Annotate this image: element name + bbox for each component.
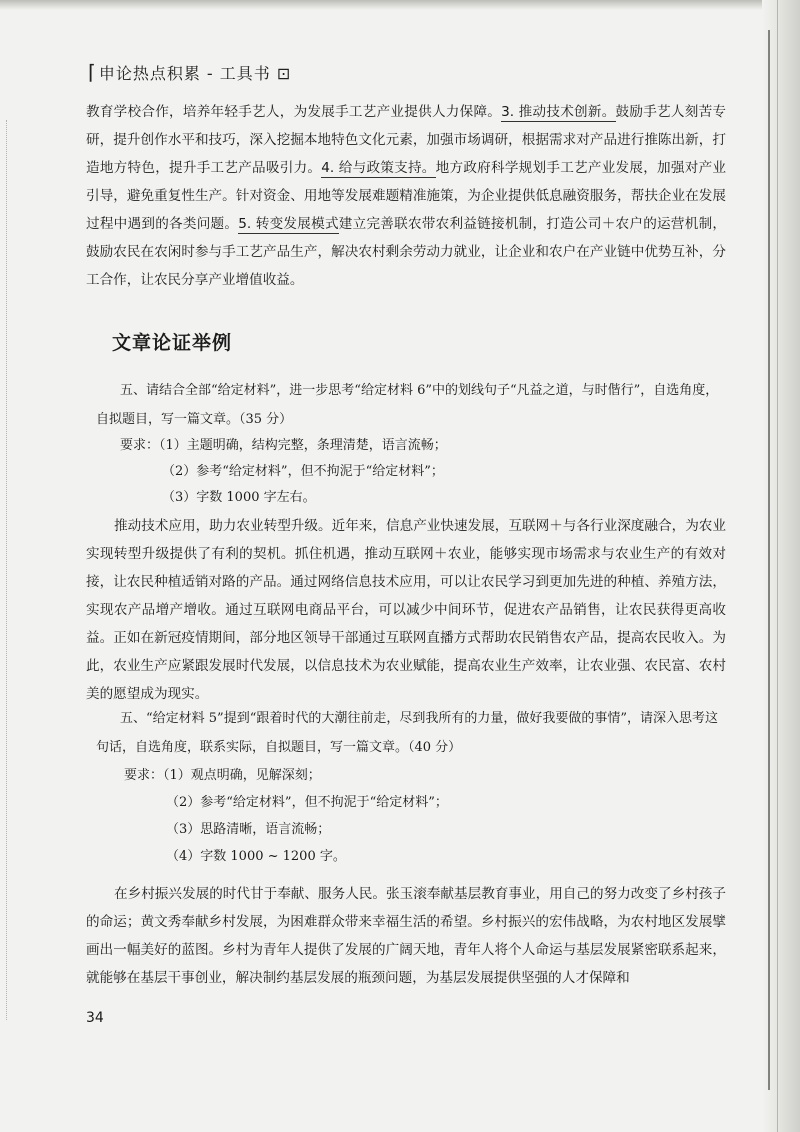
header-bracket-icon: ⌈ — [88, 60, 97, 84]
question-1-req-label: 要求： — [120, 438, 160, 453]
scan-top-edge — [0, 0, 800, 10]
point-3-heading: 3. 推动技术创新。 — [501, 104, 616, 120]
continuation-paragraph — [86, 98, 726, 294]
header-mark-icon: ⊡ — [276, 64, 292, 83]
para-text-b: 鼓励手艺人刻苦专研，提升创作水平和技巧，深入挖掘本地特色文化元素，加强市场调研，根据需求对产品进行推陈出新，打造地方特色，提升手工艺产品吸引力。 — [86, 104, 727, 176]
para-text-c: 地方政府科学规划手工艺产业发展，加强对产业引导，避免重复性生产。针对资金、用地等发展难题精准施策，为企业提供低息融资服务，帮扶企业在发展过程中遇到的各类问题。 — [86, 160, 727, 232]
point-5-heading: 5. 转变发展模式 — [238, 216, 339, 232]
running-header — [88, 60, 291, 84]
header-title: 申论热点积累 - 工具书 — [98, 64, 271, 83]
question-1-requirement-1 — [120, 434, 447, 458]
point-4-heading: 4. 给与政策支持。 — [321, 160, 436, 176]
question-2-requirement-3: （3）思路清晰，语言流畅； — [166, 822, 331, 837]
question-2-req-label: 要求： — [124, 768, 164, 783]
essay-example-2: 在乡村振兴发展的时代甘于奉献、服务人民。张玉滚奉献基层教育事业，用自己的努力改变了乡村孩子的命运；黄文秀奉献乡村发展，为困难群众带来幸福生活的希望。乡村振兴的宏伟战略，为农村地区发展擘画出一幅美好的蓝图。乡村为青年人提供了发展的广阔天地，青年人将个人命运与基层发展紧密联系起来，就能够在基层干事创业，解决制约基层发展的瓶颈问题，为基层发展提供坚强的人才保障和 — [86, 886, 726, 986]
section-title: 文章论证举例 — [112, 332, 233, 354]
question-1-requirement-2: （2）参考“给定材料”，但不拘泥于“给定材料”； — [162, 464, 444, 479]
question-2-requirement-4: （4）字数 1000 ~ 1200 字。 — [166, 849, 346, 864]
question-1-requirement-3: （3）字数 1000 字左右。 — [162, 490, 316, 505]
question-2-requirement-1 — [124, 764, 321, 788]
question-2-requirement-2: （2）参考“给定材料”，但不拘泥于“给定材料”； — [166, 795, 448, 810]
scan-binding-line-faint — [777, 0, 778, 1132]
para-text-d: 建立完善联农带农利益链接机制，打造公司＋农户的运营机制，鼓励农民在农闲时参与手工艺产品生产，解决农村剩余劳动力就业，让企业和农户在产业链中优势互补，分工合作，让农民分享产业增值收益。 — [86, 216, 726, 288]
scan-binding-line — [768, 30, 770, 1090]
essay-example-1: 推动技术应用，助力农业转型升级。近年来，信息产业快速发展，互联网＋与各行业深度融合，为农业实现转型升级提供了有利的契机。抓住机遇，推动互联网＋农业，能够实现市场需求与农业生产的有效对接，让农民种植适销对路的产品。通过网络信息技术应用，可以让农民学习到更加先进的种植、养殖方法，实现农产品增产增收。通过互联网电商品平台，可以减少中间环节，促进农产品销售，让农民获得更高收益。正如在新冠疫情期间，部分地区领导干部通过互联网直播方式帮助农民销售农产品，提高农民收入。为此，农业生产应紧跟发展时代发展，以信息技术为农业赋能，提高农业生产效率，让农业强、农民富、农村美的愿望成为现实。 — [86, 518, 726, 702]
page-number: 34 — [86, 1010, 104, 1026]
question-2-prompt: 五、“给定材料 5”提到“跟着时代的大潮往前走，尽到我所有的力量，做好我要做的事情”，请深入思考这句话，自选角度，联系实际，自拟题目，写一篇文章。（40 分） — [96, 711, 718, 755]
scan-left-margin-dots — [6, 120, 11, 1020]
question-1-req-1-text: （1）主题明确，结构完整，条理清楚，语言流畅； — [159, 438, 447, 453]
para-text-a: 教育学校合作，培养年轻手艺人，为发展手工艺产业提供人力保障。 — [86, 104, 502, 120]
question-2-req-1-text: （1）观点明确，见解深刻； — [163, 768, 321, 783]
question-1-prompt: 五、请结合全部“给定材料”，进一步思考“给定材料 6”中的划线句子“凡益之道，与时偕行”，自选角度，自拟题目，写一篇文章。（35 分） — [96, 383, 719, 427]
